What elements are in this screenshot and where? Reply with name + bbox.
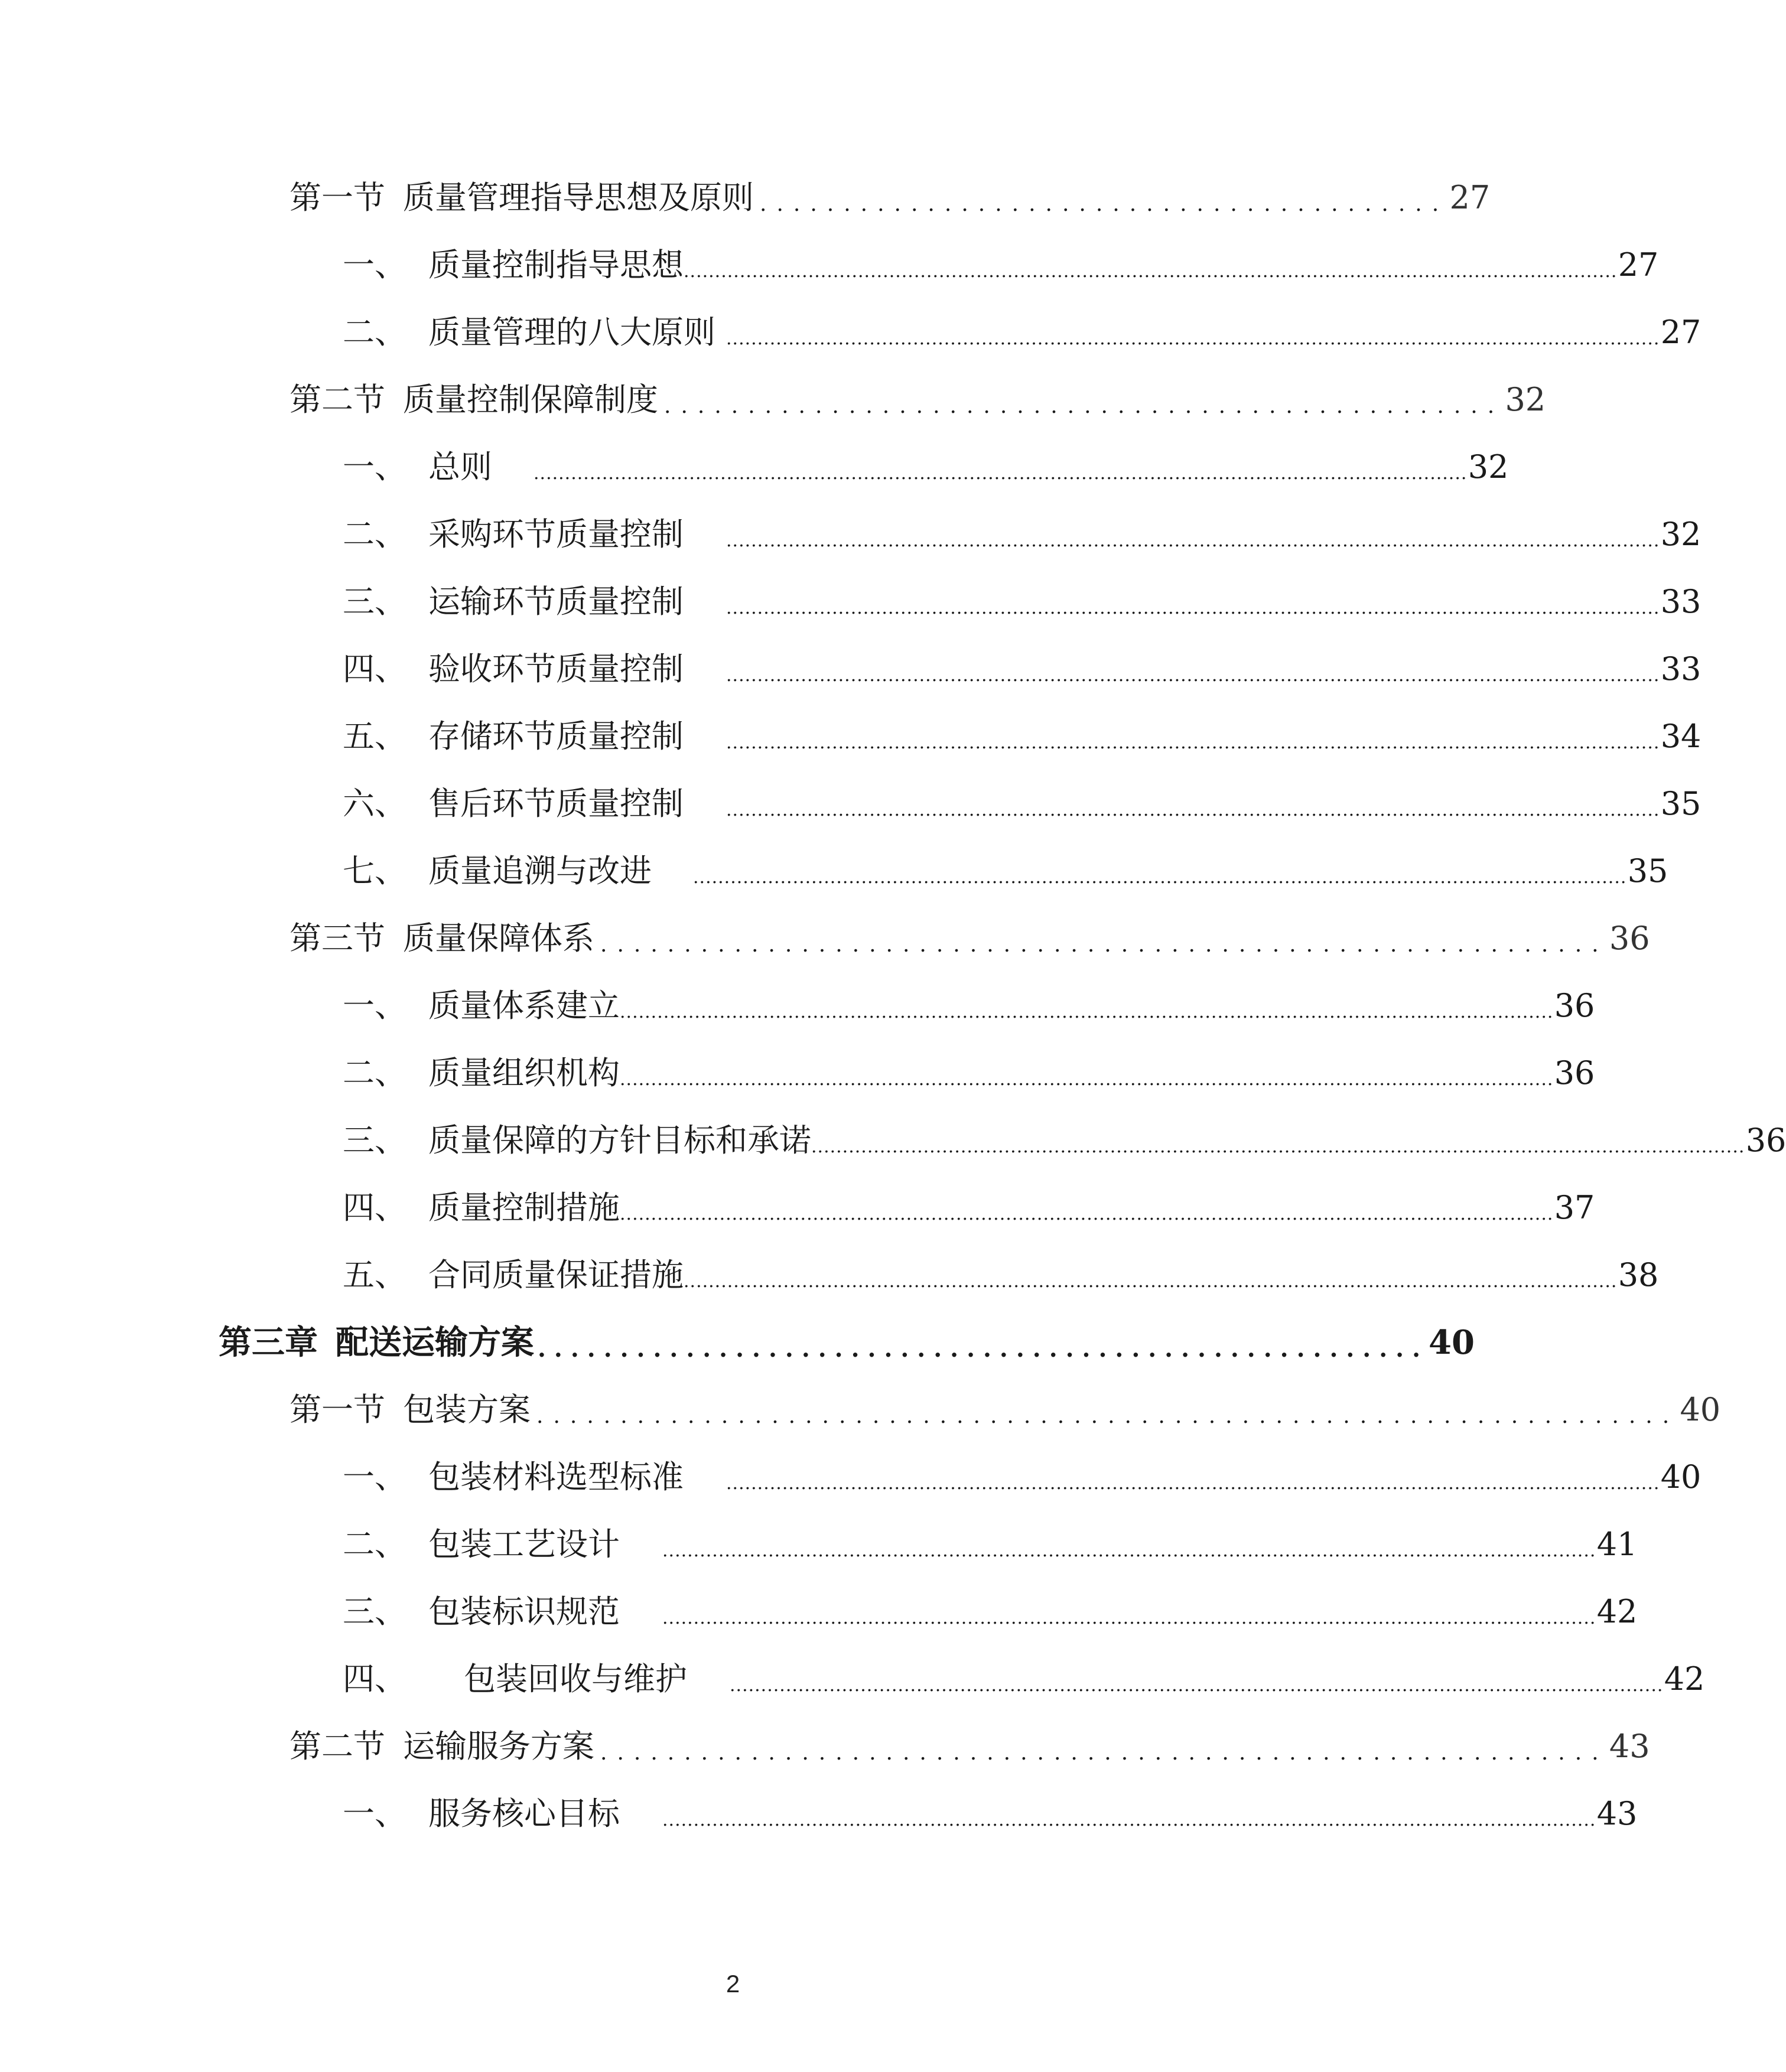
toc-dot-leader: ......................................................................................................................................................: [811, 1136, 1745, 1157]
toc-entry-prefix: 五、: [343, 1256, 406, 1294]
toc-dot-leader: ......................................................: [538, 1335, 1429, 1363]
toc-entry-page: 43: [1596, 1795, 1638, 1832]
toc-entry-prefix: 三、: [343, 583, 406, 620]
toc-entry-page: 36: [1554, 1054, 1595, 1092]
toc-entry-page: 33: [1660, 583, 1702, 620]
toc-entry-page: 40: [1660, 1458, 1702, 1496]
toc-entry-page: 32: [1468, 448, 1509, 486]
toc-entry-title: 包装方案: [403, 1391, 531, 1428]
toc-entry-title: 质量保障体系: [403, 920, 594, 957]
toc-entry-prefix: 七、: [343, 852, 406, 890]
toc-entry-title: 质量保障的方针目标和承诺: [428, 1122, 811, 1159]
toc-entry-item[interactable]: [343, 303, 1702, 362]
toc-entry-title: 质量组织机构: [428, 1054, 620, 1092]
toc-entry-page: 34: [1660, 718, 1702, 755]
toc-dot-leader: ....................................................................: [536, 1404, 1680, 1428]
toc-entry-title: 质量管理指导思想及原则: [403, 179, 754, 216]
toc-entry-page: 40: [1680, 1391, 1721, 1428]
toc-entry-page: 32: [1660, 516, 1702, 553]
toc-entry-item[interactable]: [343, 1044, 1595, 1103]
toc-entry-page: 36: [1554, 987, 1595, 1024]
toc-entry-prefix: 第一节: [289, 179, 385, 216]
toc-entry-prefix: 五、: [343, 718, 406, 755]
toc-entry-title: 包装回收与维护: [464, 1660, 687, 1698]
toc-entry-title: 总则: [428, 448, 492, 486]
toc-entry-prefix: 一、: [343, 246, 406, 284]
toc-dot-leader: ......................................................................................................................................................: [726, 598, 1660, 618]
toc-entry-title: 质量控制措施: [428, 1189, 620, 1226]
toc-entry-title: 质量体系建立: [428, 987, 620, 1024]
toc-entry-page: 35: [1660, 785, 1702, 822]
toc-entry-title: 服务核心目标: [428, 1795, 620, 1832]
toc-entry-page: 43: [1609, 1728, 1650, 1765]
toc-entry-section[interactable]: [289, 1717, 1650, 1776]
toc-dot-leader: ......................................................................................................................................................: [533, 463, 1468, 484]
toc-entry-item[interactable]: [343, 1515, 1638, 1574]
toc-entry-page: 40: [1429, 1323, 1475, 1362]
toc-entry-page: 36: [1609, 920, 1650, 957]
toc-entry-prefix: 四、: [343, 650, 406, 688]
toc-entry-item[interactable]: [343, 640, 1702, 699]
toc-entry-item[interactable]: [343, 572, 1702, 631]
toc-entry-prefix: 二、: [343, 1526, 406, 1563]
toc-dot-leader: ......................................................................................................................................................: [726, 800, 1660, 820]
toc-entry-item[interactable]: [343, 1178, 1595, 1237]
toc-entry-prefix: 四、: [343, 1189, 406, 1226]
toc-entry-item[interactable]: [343, 774, 1702, 833]
toc-dot-leader: ......................................................................................................................................................: [726, 665, 1660, 686]
toc-entry-prefix: 第二节: [289, 1728, 385, 1765]
toc-entry-title: 采购环节质量控制: [428, 516, 684, 553]
toc-entry-section[interactable]: [289, 370, 1546, 429]
toc-entry-item[interactable]: [343, 1784, 1638, 1843]
toc-entry-item[interactable]: [343, 707, 1702, 766]
toc-entry-title: 质量控制指导思想: [428, 246, 684, 284]
toc-dot-leader: .........................................: [760, 192, 1449, 216]
toc-entry-title: 质量管理的八大原则: [428, 314, 715, 351]
toc-dot-leader: ......................................................................................................................................................: [662, 1810, 1596, 1830]
toc-entry-title: 验收环节质量控制: [428, 650, 684, 688]
toc-dot-leader: ......................................................................................................................................................: [730, 1675, 1664, 1696]
toc-dot-leader: ............................................................: [600, 933, 1609, 957]
toc-entry-page: 41: [1596, 1526, 1638, 1563]
toc-entry-page: 27: [1618, 246, 1659, 284]
toc-entry-title: 运输服务方案: [403, 1728, 594, 1765]
toc-entry-chapter[interactable]: [219, 1313, 1475, 1372]
toc-dot-leader: ......................................................................................................................................................: [726, 328, 1660, 349]
toc-entry-title: 配送运输方案: [336, 1323, 534, 1362]
toc-entry-title: 合同质量保证措施: [428, 1256, 684, 1294]
toc-entry-item[interactable]: [343, 1111, 1786, 1170]
toc-entry-item[interactable]: [343, 1582, 1638, 1641]
toc-entry-prefix: 第一节: [289, 1391, 385, 1428]
toc-entry-prefix: 第二节: [289, 381, 385, 418]
toc-entry-page: 37: [1554, 1189, 1595, 1226]
toc-entry-item[interactable]: [343, 1448, 1702, 1507]
toc-entry-item[interactable]: [343, 236, 1659, 295]
toc-entry-title: 运输环节质量控制: [428, 583, 684, 620]
toc-dot-leader: ......................................................................................................................................................: [620, 1002, 1554, 1022]
toc-entry-prefix: 第三章: [219, 1323, 318, 1362]
toc-entry-page: 42: [1596, 1593, 1638, 1630]
toc-entry-prefix: 二、: [343, 314, 406, 351]
toc-entry-title: 存储环节质量控制: [428, 718, 684, 755]
toc-entry-title: 售后环节质量控制: [428, 785, 684, 822]
toc-dot-leader: ......................................................................................................................................................: [726, 1473, 1660, 1494]
page-number: 2: [726, 1970, 740, 1998]
toc-dot-leader: ............................................................: [600, 1741, 1609, 1765]
toc-entry-item[interactable]: [343, 842, 1668, 901]
toc-entry-title: 包装标识规范: [428, 1593, 620, 1630]
toc-entry-section[interactable]: [289, 909, 1650, 968]
toc-entry-page: 32: [1505, 381, 1546, 418]
toc-entry-page: 27: [1660, 314, 1702, 351]
toc-entry-prefix: 一、: [343, 1795, 406, 1832]
toc-entry-prefix: 一、: [343, 1458, 406, 1496]
toc-dot-leader: ......................................................................................................................................................: [620, 1069, 1554, 1090]
toc-entry-item[interactable]: [343, 505, 1702, 564]
toc-dot-leader: ......................................................................................................................................................: [726, 530, 1660, 551]
toc-dot-leader: ......................................................................................................................................................: [662, 1608, 1596, 1628]
toc-dot-leader: ......................................................................................................................................................: [662, 1540, 1596, 1561]
toc-entry-prefix: 第三节: [289, 920, 385, 957]
toc-entry-page: 35: [1627, 852, 1668, 890]
toc-dot-leader: ......................................................................................................................................................: [726, 732, 1660, 753]
toc-entry-page: 33: [1660, 650, 1702, 688]
toc-entry-page: 27: [1449, 179, 1491, 216]
toc-dot-leader: ......................................................................................................................................................: [684, 261, 1618, 282]
toc-entry-section[interactable]: [289, 1380, 1721, 1439]
toc-entry-page: 36: [1745, 1122, 1786, 1159]
toc-entry-page: 42: [1664, 1660, 1705, 1698]
toc-entry-prefix: 三、: [343, 1593, 406, 1630]
toc-entry-prefix: 三、: [343, 1122, 406, 1159]
toc-dot-leader: ......................................................................................................................................................: [693, 867, 1627, 888]
toc-entry-item[interactable]: [343, 976, 1595, 1035]
toc-entry-title: 质量控制保障制度: [403, 381, 658, 418]
toc-entry-item[interactable]: [343, 438, 1509, 497]
toc-entry-page: 38: [1618, 1256, 1659, 1294]
toc-dot-leader: ......................................................................................................................................................: [620, 1204, 1554, 1224]
toc-entry-title: 质量追溯与改进: [428, 852, 652, 890]
toc-entry-prefix: 六、: [343, 785, 406, 822]
toc-entry-prefix: 一、: [343, 448, 406, 486]
toc-entry-prefix: 二、: [343, 1054, 406, 1092]
toc-entry-item[interactable]: [343, 1246, 1659, 1305]
toc-entry-prefix: 二、: [343, 516, 406, 553]
toc-entry-title: 包装工艺设计: [428, 1526, 620, 1563]
toc-entry-prefix: 一、: [343, 987, 406, 1024]
toc-dot-leader: ......................................................................................................................................................: [684, 1271, 1618, 1292]
toc-entry-title: 包装材料选型标准: [428, 1458, 684, 1496]
toc-entry-item[interactable]: [343, 1650, 1705, 1709]
toc-dot-leader: ..................................................: [664, 394, 1505, 418]
toc-entry-prefix: 四、: [343, 1660, 406, 1698]
toc-entry-section[interactable]: [289, 168, 1491, 227]
